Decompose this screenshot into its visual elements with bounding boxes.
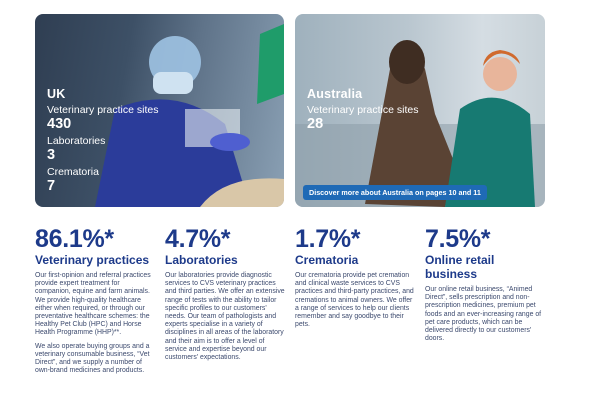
- segment-percent: 86.1%*: [35, 225, 114, 253]
- uk-region-title: UK: [47, 87, 66, 101]
- paragraph: Our online retail business, “Animed Direct”, sells prescription and non-prescription medicines, premium pet foods and an ever-increasing range of pet care products, which can be delivered directly to our customers' doors.: [425, 286, 542, 343]
- paragraph: Our first-opinion and referral practices provide expert treatment for companion, equine and farm animals. We provide high-quality healthcare either when required, or through our preventative healthcare schemes: the Healthy Pet Club (HPC) and Horse Health Programme (HHP)**.: [35, 272, 151, 337]
- paragraph: Our crematoria provide pet cremation and clinical waste services to CVS practices and third-party practices, and cremations to animal owners. We offer a range of services to help our clients remember and say goodbye to their pets.: [295, 272, 414, 329]
- segment-column-veterinary-practices: [35, 226, 155, 380]
- uk-crematoria-value: 7: [47, 178, 56, 194]
- uk-photo-panel: [35, 14, 284, 207]
- uk-crematoria-label: Crematoria: [47, 166, 99, 178]
- australia-region-title: Australia: [307, 87, 363, 101]
- segment-description: [165, 272, 285, 362]
- australia-practice-sites-label: Veterinary practice sites: [307, 104, 419, 116]
- segment-percent: 1.7%*: [295, 225, 361, 253]
- australia-practice-sites-value: 28: [307, 116, 324, 132]
- uk-laboratories-value: 3: [47, 147, 56, 163]
- paragraph: Our laboratories provide diagnostic services to CVS veterinary practices and third parties. We offer an extensive range of tests with the ability to tailor specific profiles to our customers' needs. Our team of pathologists and experts specialise in a variety of disciplines in all areas of the laboratory and their aim is to offer a level of service and expertise beyond our customers' expectations.: [165, 272, 285, 362]
- uk-practice-sites-label: Veterinary practice sites: [47, 104, 159, 116]
- australia-overlay: [307, 87, 418, 132]
- segment-title: Crematoria: [295, 253, 359, 267]
- paragraph: We also operate buying groups and a veterinary consumable business, “Vet Direct”, and we supply a number of own-brand medicines and products.: [35, 342, 150, 375]
- segment-column-laboratories: [165, 226, 285, 367]
- segment-description: [35, 272, 155, 375]
- segment-title: Online retail business: [425, 253, 495, 281]
- segment-title: Laboratories: [165, 253, 238, 267]
- discover-australia-link[interactable]: Discover more about Australia on pages 10 and 11: [303, 185, 487, 200]
- segment-percent: 7.5%*: [425, 225, 491, 253]
- segment-title: Veterinary practices: [35, 253, 150, 267]
- uk-practice-sites-value: 430: [47, 116, 72, 132]
- segment-description: [295, 272, 415, 329]
- australia-photo-panel: [295, 14, 545, 207]
- segment-column-online-retail: [425, 226, 545, 348]
- uk-laboratories-label: Laboratories: [47, 135, 106, 147]
- segment-percent: 4.7%*: [165, 225, 231, 253]
- uk-overlay: [47, 87, 158, 194]
- segment-column-crematoria: [295, 226, 415, 334]
- segment-description: [425, 286, 545, 343]
